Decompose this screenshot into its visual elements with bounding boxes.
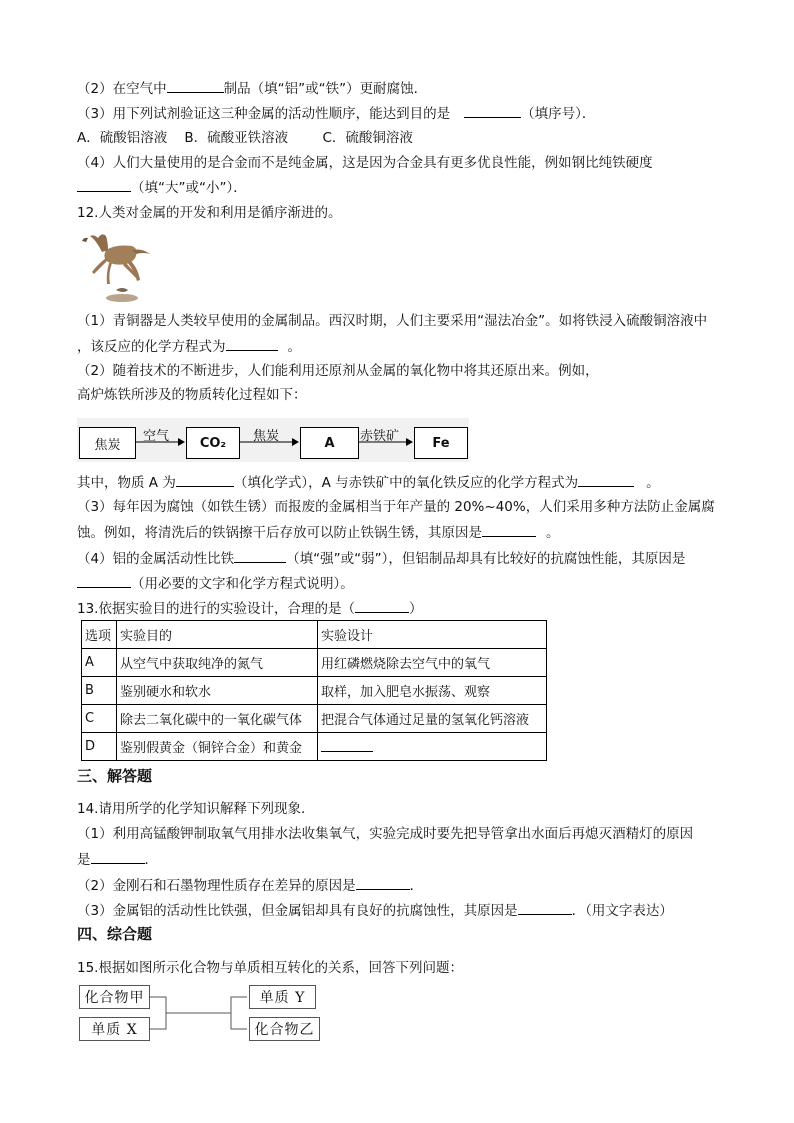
q12-stem: 12.人类对金属的开发和利用是循序渐进的。 [77,205,342,221]
q14-part3: （3）金属铝的活动性比铁强，但金属铝却具有良好的抗腐蚀性，其原因是 ．（用文字表达） [77,903,673,919]
row-purpose: 除去二氧化碳中的一氧化碳气体 [117,705,318,733]
answer-blank[interactable] [518,901,572,915]
q14-part2: （2）金刚石和石墨物理性质存在差异的原因是 ． [77,878,424,894]
q14-part1-cont: 是 ． [77,852,158,868]
flow-label-coke: 焦炭 [253,429,280,444]
row-design: 把混合气体通过足量的氢氧化钙溶液 [318,705,547,733]
answer-blank[interactable] [578,473,634,487]
row-purpose: 从空气中获取纯净的氮气 [117,649,318,677]
answer-blank[interactable] [355,599,409,613]
q12-part1-cont: ，该反应的化学方程式为 。 [77,339,301,355]
q15-stem: 15.根据如图所示化合物与单质相互转化的关系，回答下列问题： [77,960,463,976]
flow-box-co2: CO₂ [186,427,240,459]
relation-lines [0,0,330,1060]
box-compound-b: 化合物乙 [249,1017,320,1041]
row-purpose: 鉴别假黄金（铜锌合金）和黄金 [117,733,318,761]
box-compound-a: 化合物甲 [79,985,150,1009]
q12-part2-cont: 高炉炼铁所涉及的物质转化过程如下： [77,387,307,403]
section-title-3: 三、解答题 [77,767,153,785]
q12-part1: （1）青铜器是人类较早使用的金属制品。西汉时期，人们主要采用“湿法冶金”。如将铁浸入硫酸铜溶液中 [77,313,708,329]
flow-box-a: A [300,427,359,459]
header-design: 实验设计 [318,621,547,649]
q11-part3: （3）用下列试剂验证这三种金属的活动性顺序，能达到目的是 （填序号）． [77,106,596,122]
row-purpose: 鉴别硬水和软水 [117,677,318,705]
q11-part4: （4）人们大量使用的是合金而不是纯金属，这是因为合金具有更多优良性能，例如钢比纯铁硬度 [77,155,653,171]
answer-blank[interactable] [356,876,410,890]
q12-part2-answer: 其中，物质 A 为 （填化学式），A 与赤铁矿中的氧化铁反应的化学方程式为 。 [77,475,660,491]
q12-part4: （4）铝的金属活动性比铁 （填“强”或“弱”），但铝制品却具有比较好的抗腐蚀性能，其原因是 [77,551,686,567]
box-element-y: 单质 Y [249,985,316,1009]
q11-options: A．硫酸铝溶液 B．硫酸亚铁溶液 C．硫酸铜溶液 [77,130,413,146]
flow-label-hematite: 赤铁矿 [360,429,400,444]
row-design: 取样，加入肥皂水振荡、观察 [318,677,547,705]
answer-blank[interactable] [482,523,536,537]
q12-part2: （2）随着技术的不断进步，人们能利用还原剂从金属的氧化物中将其还原出来。例如， [77,363,599,379]
row-design: 用红磷燃烧除去空气中的氧气 [318,649,547,677]
q12-part3-cont: 蚀。例如，将清洗后的铁锅擦干后存放可以防止铁锅生锈，其原因是 。 [77,525,560,541]
row-option: D [82,733,117,761]
q14-stem: 14.请用所学的化学知识解释下列现象． [77,801,315,817]
q14-part1: （1）利用高锰酸钾制取氧气用排水法收集氧气，实验完成时要先把导管拿出水面后再熄灭酒精灯的原因 [77,826,694,842]
q13-stem: 13.依据实验目的进行的实验设计，合理的是（ ） [77,601,423,617]
box-element-x: 单质 X [79,1017,150,1041]
flow-label-air: 空气 [143,429,170,444]
q11-part2: （2）在空气中 制品（填“铝”或“铁”）更耐腐蚀． [77,81,428,97]
row-option: A [82,649,117,677]
row-option: C [82,705,117,733]
flow-box-coke: 焦炭 [79,427,136,459]
q11-part4-cont: （填“大”或“小”）． [77,178,247,197]
section-title-4: 四、综合题 [77,925,153,943]
q12-part3: （3）每年因为腐蚀（如铁生锈）而报废的金属相当于年产量的 20%~40%，人们采用多种方法防止金属腐 [77,499,715,515]
header-purpose: 实验目的 [117,621,318,649]
row-option: B [82,677,117,705]
row-design-blank[interactable] [318,733,547,761]
q12-part4-cont: （用必要的文字和化学方程式说明）。 [77,574,354,593]
flow-box-fe: Fe [414,427,468,459]
header-option: 选项 [82,621,117,649]
